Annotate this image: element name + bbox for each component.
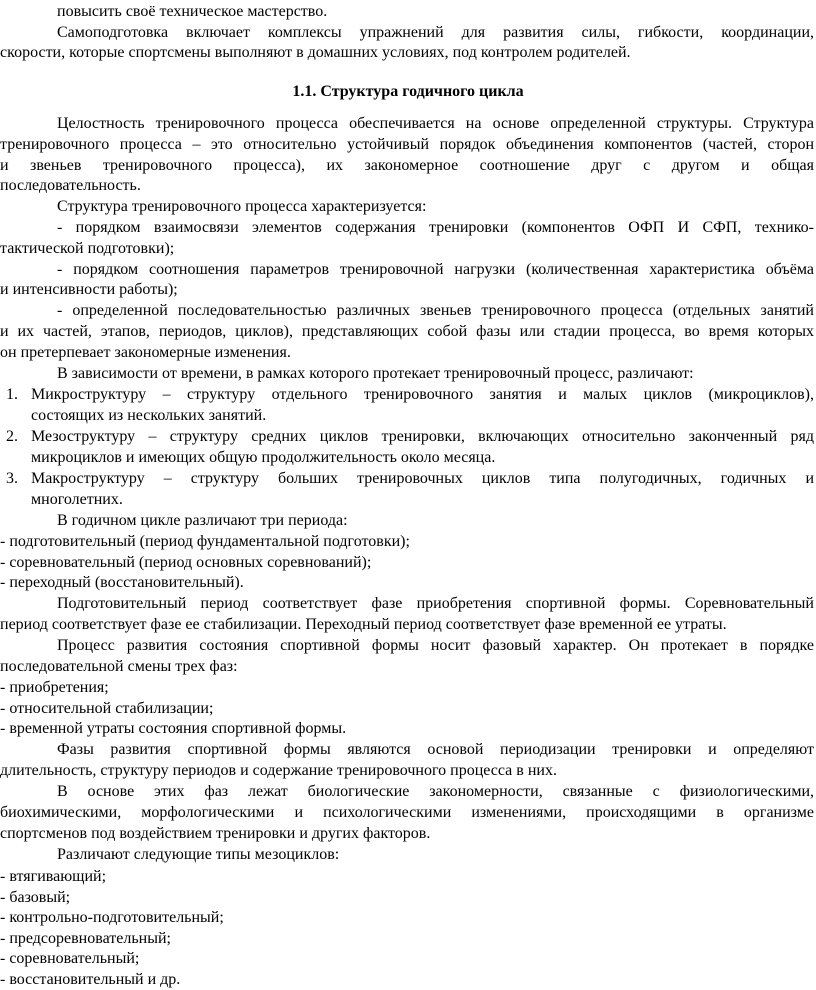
structure-3-line-2: многолетних.	[31, 491, 123, 508]
biology-line-3: спортсменов под воздействием тренировки и других факторов.	[0, 825, 431, 842]
mesocycle-item-6: - восстановительный и др.	[0, 971, 181, 988]
self-training-line-2: скорости, которые спортсмены выполняют в домашних условиях, под контролем родителей.	[0, 44, 631, 61]
mesocycle-item-2: - базовый;	[0, 888, 71, 906]
phases-basis-line-1: Фазы развития спортивной формы являются основой периодизации тренировки и определяют	[57, 741, 814, 758]
periods-para-line-2: период соответствует фазе ее стабилизации. Переходный период соответствует фазе временной ее утраты.	[0, 616, 727, 633]
biology-line-2: биохимическими, морфологическими и психологическими изменениями, происходящими в организме	[0, 804, 814, 821]
structure-2-line-2: микроциклов и имеющих общую продолжительность около месяца.	[31, 449, 496, 466]
structure-2-number: 2.	[6, 428, 18, 445]
structure-1-number: 1.	[6, 386, 18, 403]
characterized-item-1-line-2: тактической подготовки);	[0, 240, 175, 257]
time-intro: В зависимости от времени, в рамках которого протекает тренировочный процесс, различают:	[57, 365, 694, 382]
integrity-line-2: тренировочного процесса – это относительно устойчивый порядок объединения компонентов (частей, сторон	[0, 136, 814, 153]
characterized-item-3-line-3: он претерпевает закономерные изменения.	[0, 344, 291, 361]
integrity-line-3: и звеньев тренировочного процесса), их закономерное соотношение друг с другом и общая	[0, 157, 814, 174]
section-heading: 1.1. Структура годичного цикла	[292, 83, 524, 100]
structure-3-number: 3.	[6, 470, 18, 487]
structure-3-line-1: Макроструктуру – структуру больших тренировочных циклов типа полугодичных, годичных и	[31, 470, 814, 487]
intro-tail: повысить своё техническое мастерство.	[57, 3, 328, 20]
phases-basis-line-2: длительность, структуру периодов и содержание тренировочного процесса в них.	[0, 762, 557, 779]
mesocycle-item-5: - соревновательный;	[0, 950, 140, 968]
mesocycle-item-3: - контрольно-подготовительный;	[0, 909, 224, 927]
characterized-item-2-line-2: и интенсивности работы);	[0, 281, 178, 298]
periods-intro: В годичном цикле различают три периода:	[57, 512, 348, 529]
phase-item-2: - относительной стабилизации;	[0, 700, 214, 717]
integrity-line-1: Целостность тренировочного процесса обеспечивается на основе определенной структуры. Структура	[57, 115, 814, 132]
phases-para-line-2: последовательной смены трех фаз:	[0, 658, 238, 675]
periods-para-line-1: Подготовительный период соответствует фазе приобретения спортивной формы. Соревновательный	[57, 595, 814, 612]
characterized-intro: Структура тренировочного процесса характеризуется:	[57, 198, 427, 215]
phase-item-3: - временной утраты состояния спортивной формы.	[0, 720, 347, 737]
characterized-item-3-line-2: и их частей, этапов, периодов, циклов), представляющих собой фазы или стадии процесса, во время которых	[0, 323, 814, 340]
characterized-item-1-line-1: - порядком взаимосвязи элементов содержания тренировки (компонентов ОФП И СФП, технико-	[57, 219, 814, 236]
mesocycle-item-4: - предсоревновательный;	[0, 929, 171, 947]
characterized-item-3-line-1: - определенной последовательностью различных звеньев тренировочного процесса (отдельных занятий	[57, 302, 814, 319]
phase-item-1: - приобретения;	[0, 679, 109, 696]
self-training-line-1: Самоподготовка включает комплексы упражнений для развития силы, гибкости, координации,	[57, 24, 814, 41]
period-item-3: - переходный (восстановительный).	[0, 574, 244, 591]
phases-para-line-1: Процесс развития состояния спортивной формы носит фазовый характер. Он протекает в порядке	[57, 637, 814, 654]
mesocycle-item-1: - втягивающий;	[0, 868, 107, 885]
period-item-1: - подготовительный (период фундаментальной подготовки);	[0, 533, 410, 550]
structure-1-line-2: состоящих из нескольких занятий.	[31, 407, 267, 424]
structure-2-line-1: Мезоструктуру – структуру средних циклов тренировки, включающих относительно законченный ряд	[31, 428, 814, 445]
period-item-2: - соревновательный (период основных соревнований);	[0, 554, 372, 571]
integrity-line-4: последовательность.	[0, 177, 141, 194]
characterized-item-2-line-1: - порядком соотношения параметров тренировочной нагрузки (количественная характеристика объёма	[57, 261, 814, 278]
structure-1-line-1: Микроструктуру – структуру отдельного тренировочного занятия и малых циклов (микроциклов),	[31, 386, 814, 403]
mesocycles-intro: Различают следующие типы мезоциклов:	[57, 846, 340, 863]
biology-line-1: В основе этих фаз лежат биологические закономерности, связанные с физиологическими,	[57, 783, 814, 800]
